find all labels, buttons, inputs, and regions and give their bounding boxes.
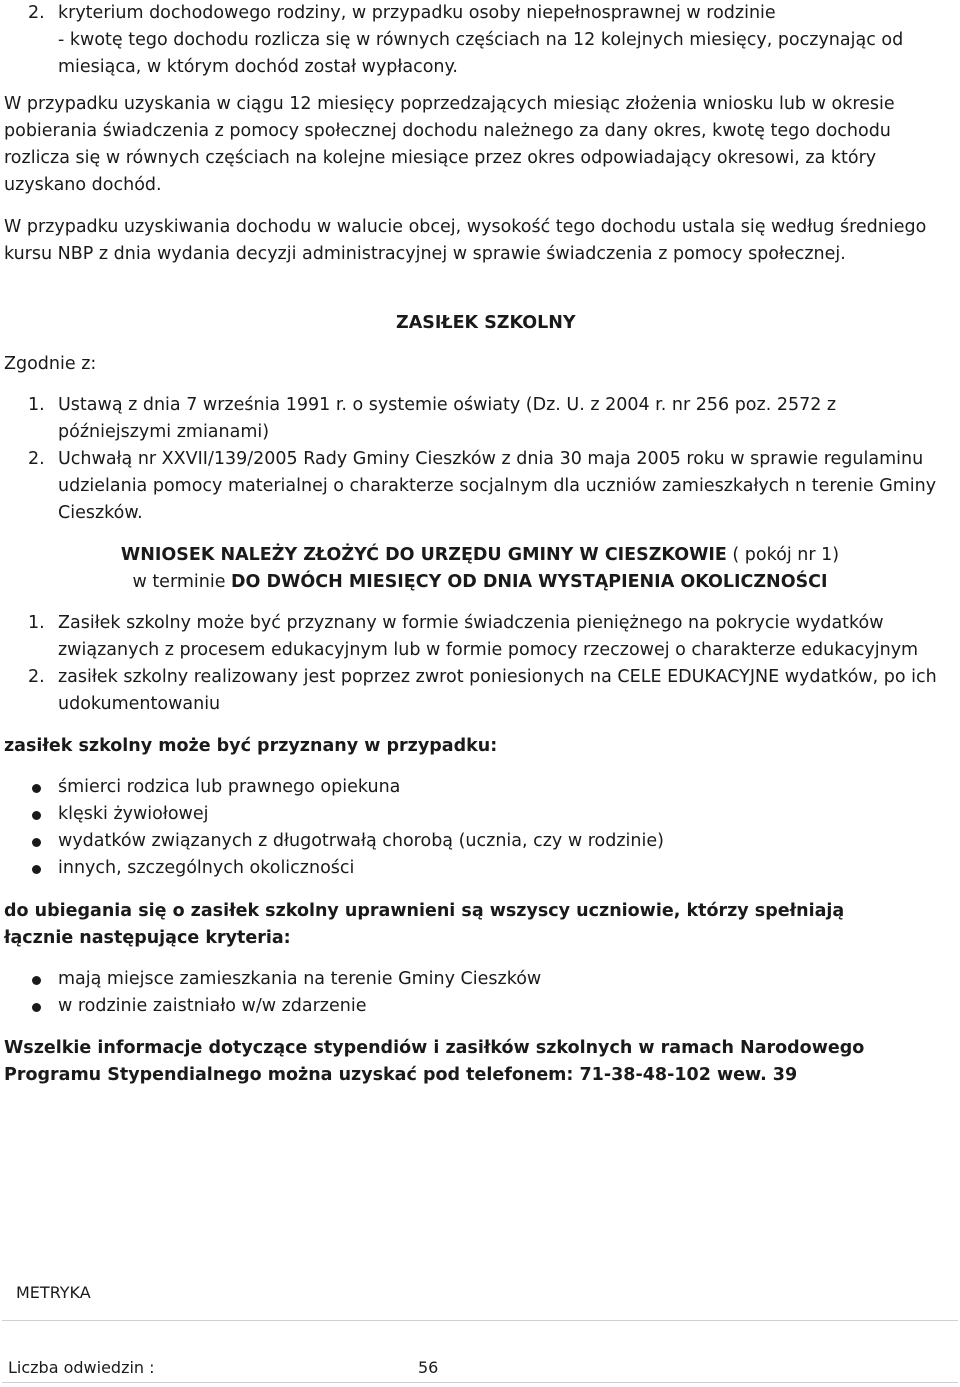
list-item-text: zasiłek szkolny realizowany jest poprzez zwrot poniesionych na CELE EDUKACYJNE wydatków, po ich udokumentowaniu	[58, 667, 937, 714]
bullet-icon	[32, 976, 41, 985]
list-item-text: Uchwałą nr XXVII/139/2005 Rady Gminy Cieszków z dnia 30 maja 2005 roku w sprawie regulaminu udzielania pomocy materialnej o charakterze socjalnym dla uczniów zamieszkałych n terenie Gminy Cieszków.	[58, 449, 937, 523]
list-item	[0, 966, 940, 993]
cases-list	[0, 774, 940, 882]
list-number: 2.	[28, 3, 45, 23]
divider	[2, 1320, 958, 1321]
list-item-text: innych, szczególnych okoliczności	[58, 858, 355, 878]
bullet-icon	[32, 1003, 41, 1012]
list-item	[0, 855, 940, 882]
metryka-label: METRYKA	[16, 1283, 91, 1302]
legal-basis-label: Zgodnie z:	[4, 354, 97, 374]
room-number: ( pokój nr 1)	[726, 545, 840, 565]
list-item	[0, 993, 940, 1020]
deadline-prefix: w terminie	[132, 572, 232, 592]
list-item	[0, 774, 940, 801]
contact-info: Wszelkie informacje dotyczące stypendiów i zasiłków szkolnych w ramach Narodowego Programu Stypendialnego można uzyskać pod telefonem: 71-38-48-102 wew. 39	[4, 1038, 865, 1085]
intro-list	[0, 0, 950, 81]
list-number: 2.	[28, 667, 45, 687]
list-item-text: wydatków związanych z długotrwałą chorobą (ucznia, czy w rodzinie)	[58, 831, 664, 851]
intro-line-2: - kwotę tego dochodu rozlicza się w równych częściach na 12 kolejnych miesięcy, poczynając od	[58, 30, 904, 50]
legal-basis-list	[0, 392, 950, 527]
intro-line-3: miesiąca, w którym dochód został wypłacony.	[58, 57, 458, 77]
list-item-text: śmierci rodzica lub prawnego opiekuna	[58, 777, 401, 797]
list-item-text: klęski żywiołowej	[58, 804, 209, 824]
eligibility-heading: do ubiegania się o zasiłek szkolny uprawnieni są wszyscy uczniowie, którzy spełniają łącznie następujące kryteria:	[4, 901, 845, 948]
bullet-icon	[32, 865, 41, 874]
intro-list-item	[0, 0, 950, 81]
bullet-icon	[32, 784, 41, 793]
paragraph-income-period: W przypadku uzyskania w ciągu 12 miesięcy poprzedzających miesiąc złożenia wniosku lub w okresie pobierania świadczenia z pomocy społecznej dochodu należnego za dany okres, kwotę tego dochodu rozlicza się w równych częściach na kolejne miesiące przez okres odpowiadający okresowi, za który uzyskano dochód.	[4, 94, 895, 195]
cases-heading: zasiłek szkolny może być przyznany w przypadku:	[4, 736, 498, 756]
list-item-text: mają miejsce zamieszkania na terenie Gminy Cieszków	[58, 969, 542, 989]
benefit-forms-list	[0, 610, 950, 718]
bullet-icon	[32, 838, 41, 847]
divider	[2, 1382, 958, 1383]
list-item	[0, 664, 950, 718]
submission-place: WNIOSEK NALEŻY ZŁOŻYĆ DO URZĘDU GMINY W CIESZKOWIE	[120, 545, 727, 565]
list-item-text: Zasiłek szkolny może być przyznany w formie świadczenia pieniężnego na pokrycie wydatków związanych z procesem edukacyjnym lub w formie pomocy rzeczowej o charakterze edukacyjnym	[58, 613, 919, 660]
criteria-list	[0, 966, 940, 1020]
submission-notice-line-1	[0, 542, 960, 569]
list-number: 1.	[28, 395, 45, 415]
list-item	[0, 801, 940, 828]
list-number: 1.	[28, 613, 45, 633]
list-number: 2.	[28, 449, 45, 469]
section-title: ZASIŁEK SZKOLNY	[396, 313, 576, 333]
bullet-icon	[32, 811, 41, 820]
visits-label: Liczba odwiedzin :	[8, 1358, 155, 1377]
list-item	[0, 446, 950, 527]
list-item-text: w rodzinie zaistniało w/w zdarzenie	[58, 996, 367, 1016]
paragraph-foreign-currency: W przypadku uzyskiwania dochodu w walucie obcej, wysokość tego dochodu ustala się według średniego kursu NBP z dnia wydania decyzji administracyjnej w sprawie świadczenia z pomocy społecznej.	[4, 217, 927, 264]
list-item-text: Ustawą z dnia 7 września 1991 r. o systemie oświaty (Dz. U. z 2004 r. nr 256 poz. 2572 z późniejszymi zmianami)	[58, 395, 837, 442]
visits-count: 56	[418, 1358, 439, 1377]
list-item	[0, 610, 950, 664]
list-item	[0, 392, 950, 446]
deadline-text: DO DWÓCH MIESIĘCY OD DNIA WYSTĄPIENIA OKOLICZNOŚCI	[231, 572, 828, 592]
intro-line-1: kryterium dochodowego rodziny, w przypadku osoby niepełnosprawnej w rodzinie	[58, 3, 776, 23]
submission-notice-line-2	[0, 569, 960, 596]
list-item	[0, 828, 940, 855]
